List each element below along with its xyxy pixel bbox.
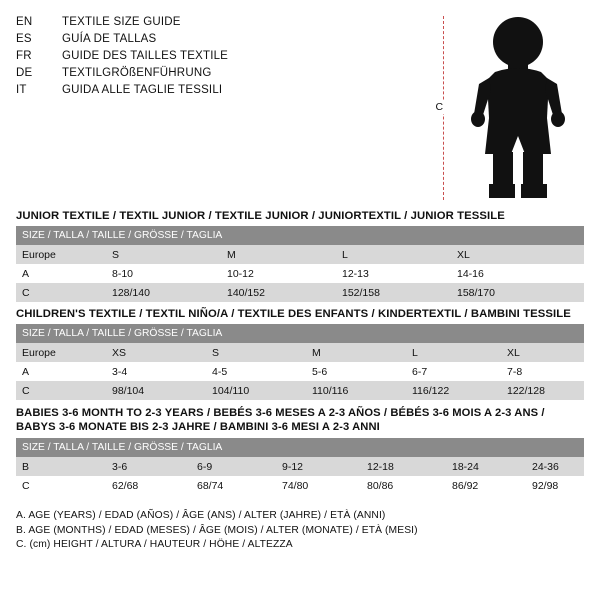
language-code: FR <box>16 50 32 62</box>
cell: 3-6 <box>106 457 191 476</box>
cell: 7-8 <box>501 362 584 381</box>
title-text: GUIDE DES TAILLES TEXTILE <box>62 50 229 62</box>
table-row <box>16 476 584 495</box>
cell: 86/92 <box>446 476 526 495</box>
legend <box>16 509 584 553</box>
cell: S <box>206 343 306 362</box>
cell: XS <box>106 343 206 362</box>
cell: 8-10 <box>106 264 221 283</box>
cell: XL <box>501 343 584 362</box>
cell: 62/68 <box>106 476 191 495</box>
cell: 122/128 <box>501 381 584 400</box>
row-label: A <box>16 362 106 381</box>
section-title: JUNIOR TEXTILE / TEXTIL JUNIOR / TEXTILE JUNIOR / JUNIORTEXTIL / JUNIOR TESSILE <box>16 210 505 222</box>
cell: 10-12 <box>221 264 336 283</box>
table-header-row <box>16 226 584 245</box>
cell: M <box>306 343 406 362</box>
toddler-silhouette-icon <box>455 14 585 204</box>
title-row <box>16 65 429 82</box>
table-row <box>16 264 584 283</box>
cell: 6-9 <box>191 457 276 476</box>
section-children <box>16 308 584 400</box>
cell: 98/104 <box>106 381 206 400</box>
title-text: TEXTILE SIZE GUIDE <box>62 16 181 28</box>
title-row <box>16 82 429 99</box>
legend-line: C. (cm) HEIGHT / ALTURA / HAUTEUR / HÖHE / ALTEZZA <box>16 539 293 550</box>
title-text: GUÍA DE TALLAS <box>62 33 157 45</box>
cell: 68/74 <box>191 476 276 495</box>
cell: 24-36 <box>526 457 584 476</box>
header <box>16 14 584 204</box>
junior-size-table <box>16 226 584 302</box>
figure-measure-label: C <box>435 101 444 113</box>
cell: 140/152 <box>221 283 336 302</box>
table-header-label: SIZE / TALLA / TAILLE / GRÖSSE / TAGLIA <box>16 438 584 457</box>
cell: 12-18 <box>361 457 446 476</box>
language-code: DE <box>16 67 33 79</box>
row-label: Europe <box>16 343 106 362</box>
section-junior <box>16 210 584 302</box>
cell: 18-24 <box>446 457 526 476</box>
table-row <box>16 381 584 400</box>
row-label: B <box>16 457 106 476</box>
cell: 4-5 <box>206 362 306 381</box>
cell: 80/86 <box>361 476 446 495</box>
cell: 158/170 <box>451 283 584 302</box>
title-row <box>16 14 429 31</box>
section-babies <box>16 406 584 495</box>
row-label: C <box>16 283 106 302</box>
language-code: EN <box>16 16 33 28</box>
cell: S <box>106 245 221 264</box>
legend-line: A. AGE (YEARS) / EDAD (AÑOS) / ÂGE (ANS) / ALTER (JAHRE) / ETÀ (ANNI) <box>16 510 386 521</box>
section-title: CHILDREN'S TEXTILE / TEXTIL NIÑO/A / TEXTILE DES ENFANTS / KINDERTEXTIL / BAMBINI TESSILE <box>16 308 571 320</box>
babies-size-table <box>16 438 584 495</box>
title-row <box>16 48 429 65</box>
cell: L <box>336 245 451 264</box>
table-header-row <box>16 324 584 343</box>
cell: XL <box>451 245 584 264</box>
cell: 6-7 <box>406 362 501 381</box>
cell: 3-4 <box>106 362 206 381</box>
language-code: IT <box>16 84 27 96</box>
title-text: GUIDA ALLE TAGLIE TESSILI <box>62 84 223 96</box>
cell: 74/80 <box>276 476 361 495</box>
cell: 128/140 <box>106 283 221 302</box>
cell: 9-12 <box>276 457 361 476</box>
table-row <box>16 283 584 302</box>
row-label: C <box>16 381 106 400</box>
legend-line: B. AGE (MONTHS) / EDAD (MESES) / ÂGE (MOIS) / ALTER (MONATE) / ETÀ (MESI) <box>16 524 418 536</box>
table-header-row <box>16 438 584 457</box>
section-title: BABIES 3-6 MONTH TO 2-3 YEARS / BEBÉS 3-6 MESES A 2-3 AÑOS / BÉBÉS 3-6 MOIS A 2-3 ANS / BABYS 3-6 MONATE BIS 2-3 JAHRE / BAMBINI 3-6 MESI A 2-3 ANNI <box>16 407 545 433</box>
cell: 152/158 <box>336 283 451 302</box>
row-label: Europe <box>16 245 106 264</box>
row-label: C <box>16 476 106 495</box>
cell: L <box>406 343 501 362</box>
title-block <box>16 14 429 99</box>
table-row <box>16 362 584 381</box>
table-row <box>16 343 584 362</box>
cell: 12-13 <box>336 264 451 283</box>
child-figure-illustration <box>431 14 584 204</box>
cell: 116/122 <box>406 381 501 400</box>
title-text: TEXTILGRÖßENFÜHRUNG <box>62 67 212 79</box>
cell: M <box>221 245 336 264</box>
cell: 104/110 <box>206 381 306 400</box>
language-code: ES <box>16 33 32 45</box>
table-row <box>16 245 584 264</box>
cell: 14-16 <box>451 264 584 283</box>
cell: 92/98 <box>526 476 584 495</box>
cell: 5-6 <box>306 362 406 381</box>
table-header-label: SIZE / TALLA / TAILLE / GRÖSSE / TAGLIA <box>16 324 584 343</box>
children-size-table <box>16 324 584 400</box>
title-row <box>16 31 429 48</box>
cell: 110/116 <box>306 381 406 400</box>
row-label: A <box>16 264 106 283</box>
table-header-label: SIZE / TALLA / TAILLE / GRÖSSE / TAGLIA <box>16 226 584 245</box>
table-row <box>16 457 584 476</box>
